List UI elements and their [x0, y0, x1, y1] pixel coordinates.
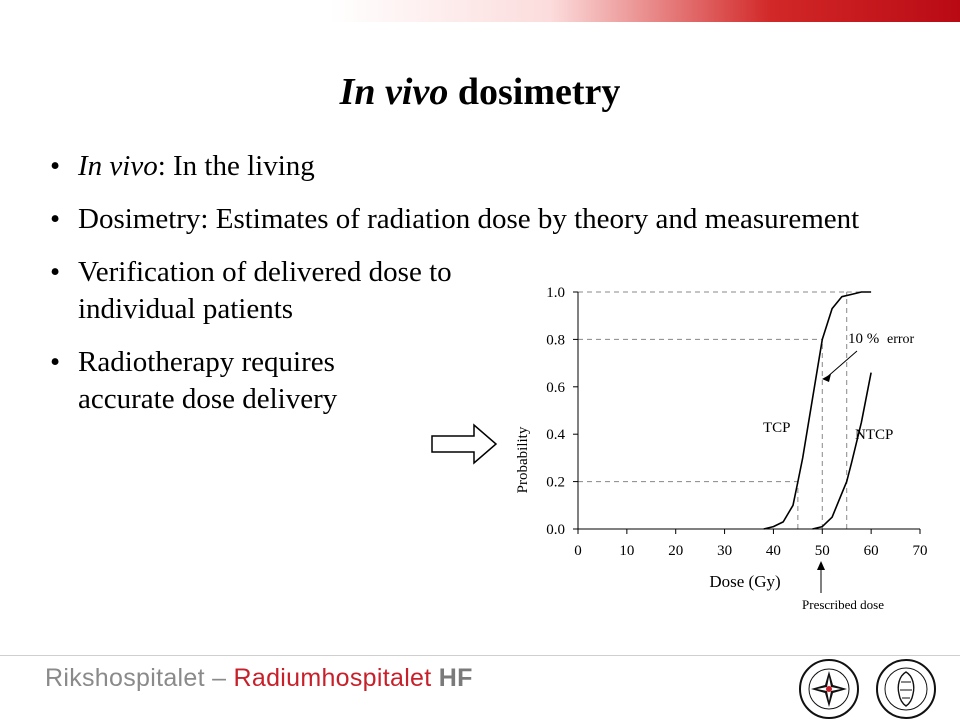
top-decorative-band — [330, 0, 960, 22]
x-axis-label: Dose (Gy) — [709, 572, 781, 591]
x-tick-label: 50 — [814, 543, 830, 559]
x-tick-label: 10 — [619, 543, 635, 559]
tcp-ntcp-chart — [500, 275, 940, 625]
ntcp-label: NTCP — [855, 427, 894, 443]
prescribed-dose-label: Prescribed dose — [802, 597, 884, 612]
footer-brand: Rikshospitalet – Radiumhospitalet HF — [45, 664, 473, 692]
y-tick-label: 0.0 — [546, 522, 565, 538]
x-tick-label: 40 — [765, 543, 781, 559]
prescribed-dose-arrowhead — [817, 561, 825, 570]
series-line-tcp — [764, 292, 871, 529]
x-tick-label: 0 — [574, 543, 582, 559]
y-tick-label: 1.0 — [546, 285, 565, 301]
y-tick-label: 0.2 — [546, 474, 565, 491]
x-tick-label: 70 — [912, 543, 928, 559]
tcp-label: TCP — [763, 420, 791, 436]
bullet-dosimetry: • Dosimetry: Estimates of radiation dose by theory and measurement — [50, 201, 910, 238]
x-tick-label: 30 — [717, 543, 733, 559]
bullet-in-vivo: • In vivo: In the living — [50, 148, 910, 185]
footer-divider — [0, 655, 960, 656]
radium-hospital-seal-icon — [798, 658, 860, 720]
bullet-verification: • Verification of delivered dose to individual patients — [50, 254, 498, 328]
error-label: error — [887, 332, 915, 347]
slide-title: In vivo dosimetry — [339, 71, 621, 113]
y-tick-label: 0.8 — [546, 332, 565, 349]
x-tick-label: 20 — [668, 543, 684, 559]
university-of-oslo-seal-icon — [875, 658, 937, 720]
bullet-radiotherapy: • Radiotherapy requires accurate dose delivery — [50, 344, 438, 418]
x-tick-label: 60 — [863, 543, 879, 559]
right-arrow-icon — [430, 422, 500, 466]
ten-percent-pointer — [826, 351, 857, 378]
y-axis-label: Probability — [515, 426, 531, 494]
ten-percent-label: 10 % — [848, 331, 880, 347]
ten-percent-arrowhead — [822, 374, 831, 382]
series-line-ntcp — [813, 373, 872, 529]
y-tick-label: 0.6 — [546, 379, 565, 396]
y-tick-label: 0.4 — [546, 427, 565, 444]
